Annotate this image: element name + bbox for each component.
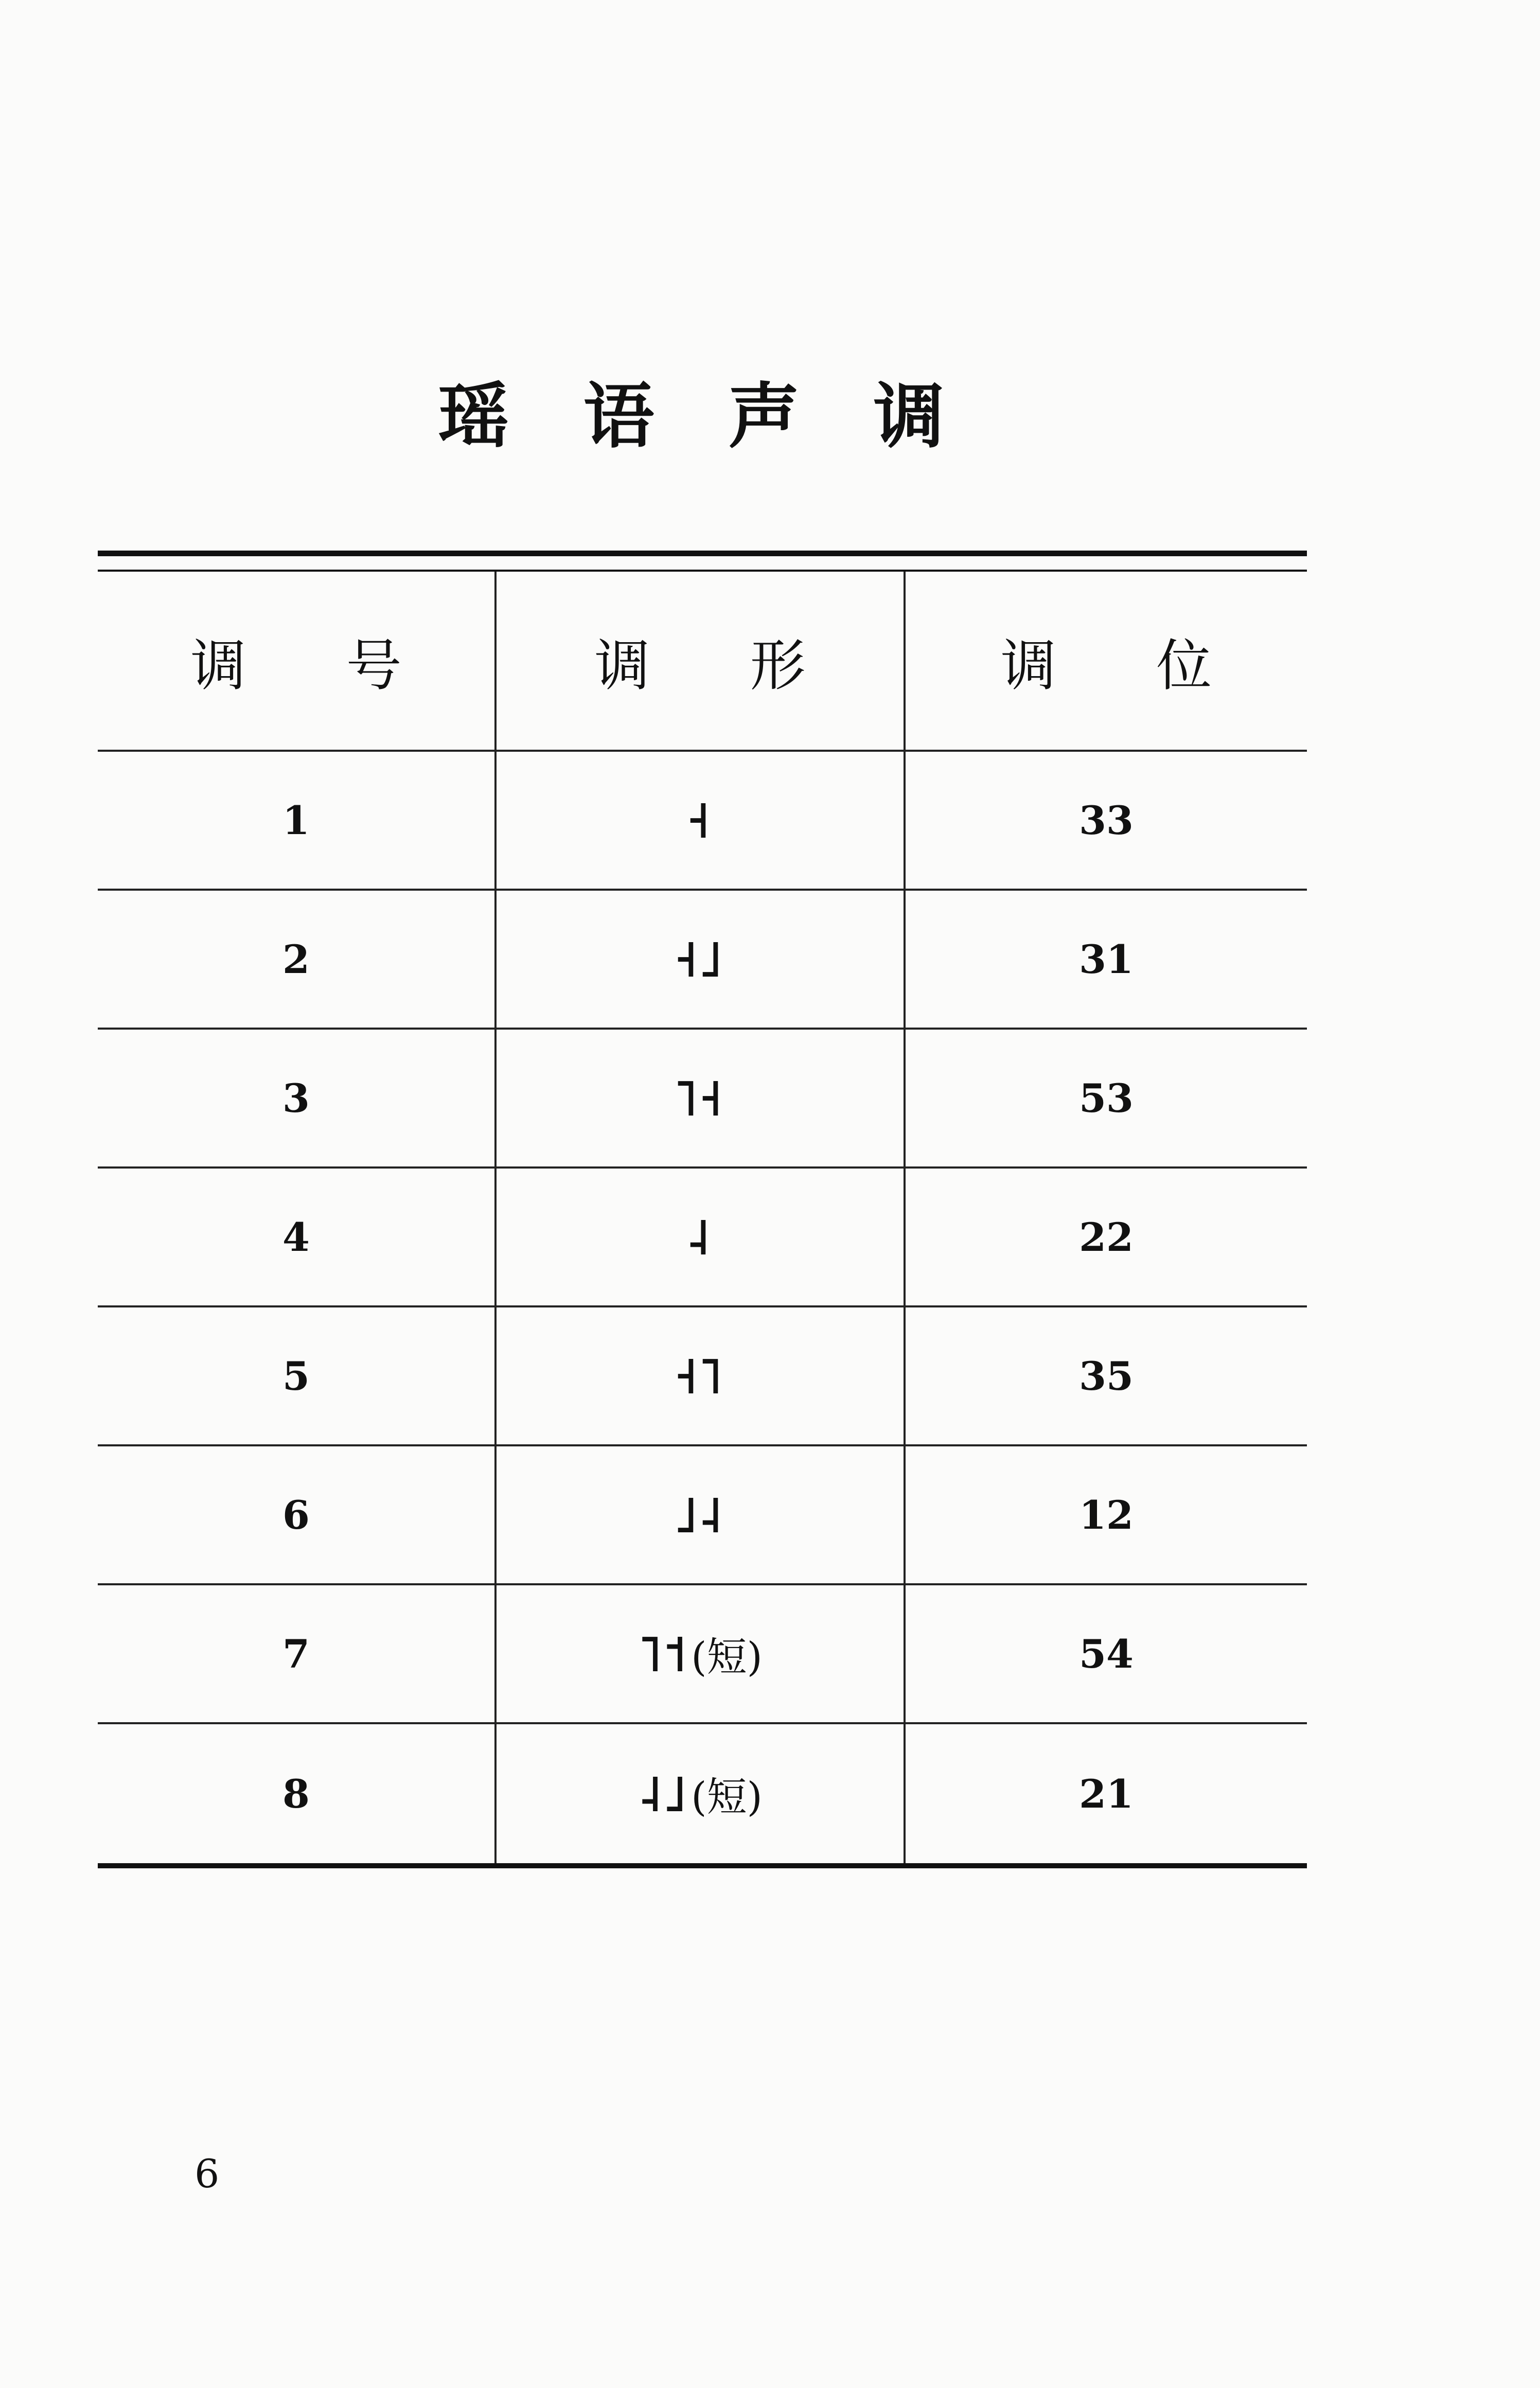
tone-note: (短)	[691, 1774, 763, 1820]
tone-value: 33	[1079, 797, 1134, 843]
tone-contour	[497, 1724, 906, 1863]
table-top-rule-thick	[98, 551, 1307, 556]
tone-number: 4	[98, 1169, 497, 1305]
header-tone-value: 调 位	[1000, 633, 1253, 698]
tone-contour	[497, 1446, 906, 1583]
table-row	[98, 1030, 1307, 1169]
tone-contour	[497, 1307, 906, 1444]
header-tone-contour: 调 形	[497, 572, 906, 750]
tone-number: 1	[98, 752, 497, 889]
page-number: 6	[194, 2151, 220, 2197]
table-header-row	[98, 572, 1307, 752]
tone-value: 53	[1079, 1075, 1134, 1121]
tone-number: 5	[98, 1307, 497, 1444]
tone-mark: ˧˩	[673, 930, 723, 988]
tone-table	[98, 551, 1307, 1868]
table-row	[98, 891, 1307, 1030]
header-tone-number: 调 号	[98, 572, 497, 750]
tone-number: 2	[98, 891, 497, 1028]
tone-mark: ˥˧	[673, 1069, 723, 1127]
tone-number: 3	[98, 1030, 497, 1166]
tone-value: 12	[1079, 1492, 1134, 1538]
tone-mark: ˥˦	[638, 1624, 687, 1683]
table-row	[98, 1724, 1307, 1863]
table-row	[98, 1169, 1307, 1307]
tone-contour	[497, 752, 906, 889]
tone-note: (短)	[691, 1634, 763, 1681]
tone-mark: ˩˨	[673, 1485, 723, 1544]
tone-contour	[497, 1585, 906, 1722]
table-bottom-rule	[98, 1863, 1307, 1868]
table-row	[98, 1446, 1307, 1585]
table-row	[98, 752, 1307, 891]
tone-value: 21	[1079, 1771, 1134, 1817]
tone-value: 54	[1079, 1631, 1134, 1677]
page-title: 瑶 语 声 调	[438, 374, 969, 458]
tone-contour	[497, 1169, 906, 1305]
tone-number: 6	[98, 1446, 497, 1583]
tone-mark: ˧˥	[673, 1347, 723, 1405]
tone-number: 7	[98, 1585, 497, 1722]
tone-contour	[497, 1030, 906, 1166]
table-row	[98, 1585, 1307, 1724]
tone-value: 31	[1079, 936, 1134, 982]
tone-value: 22	[1079, 1214, 1134, 1260]
tone-mark: ˨	[685, 1208, 711, 1266]
tone-mark: ˨˩	[638, 1764, 687, 1823]
tone-mark: ˧	[685, 791, 711, 850]
tone-value: 35	[1079, 1353, 1134, 1399]
tone-number: 8	[98, 1724, 497, 1863]
tone-contour	[497, 891, 906, 1028]
table-row	[98, 1307, 1307, 1446]
